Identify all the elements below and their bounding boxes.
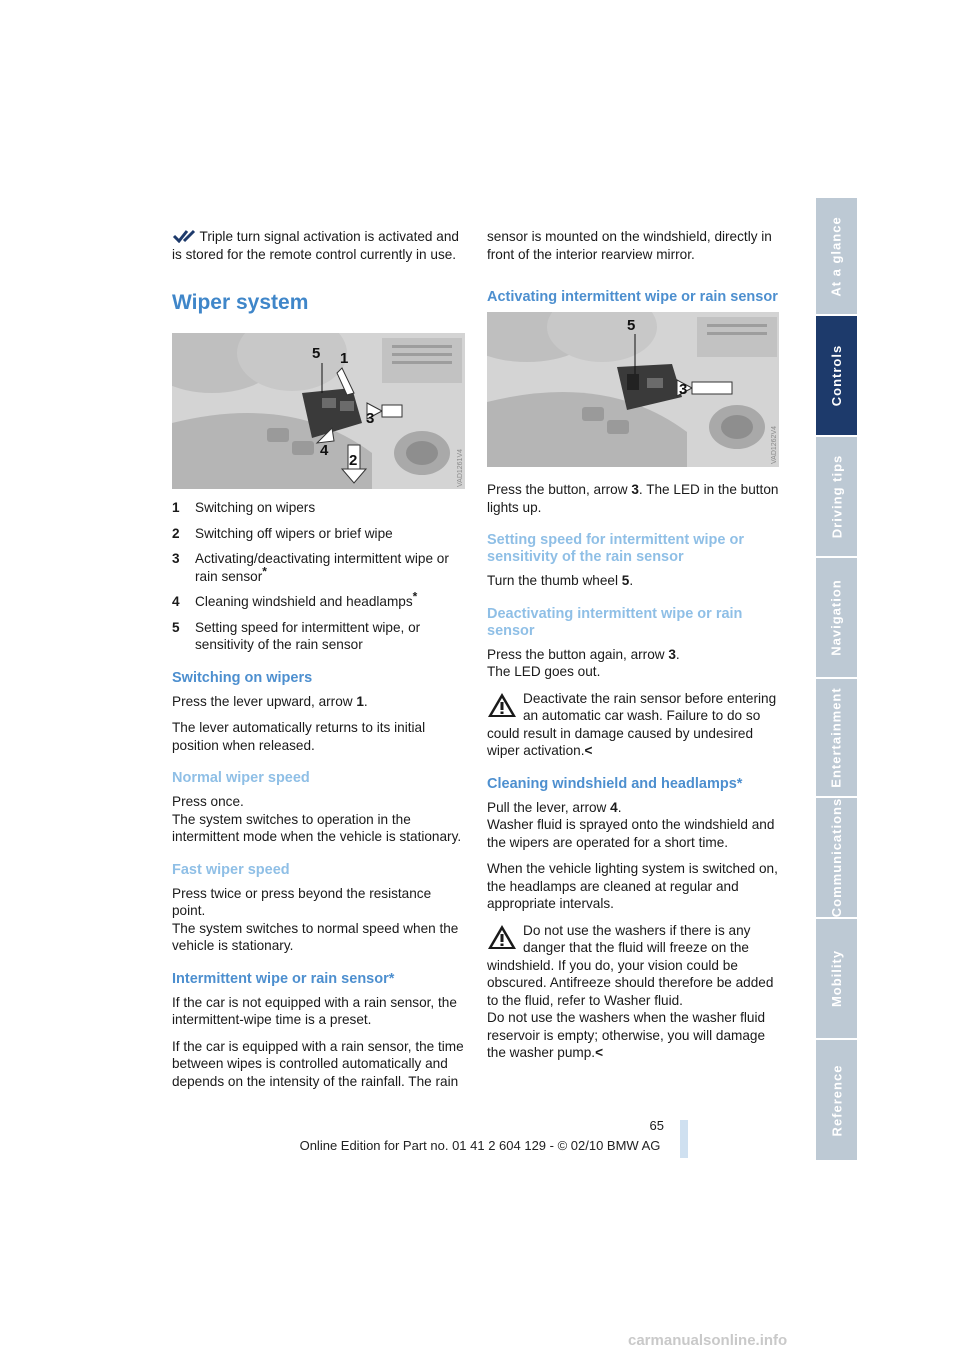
legend-item: 2 Switching off wipers or brief wipe: [172, 525, 393, 541]
callout-5: 5: [312, 345, 321, 362]
figure-legend: [172, 499, 465, 654]
paragraph: Washer fluid is sprayed onto the windshield and the wipers are operated for a short time.: [487, 817, 775, 850]
optional-star: *: [262, 563, 267, 578]
heading-fast-speed: Fast wiper speed: [172, 861, 290, 878]
legend-item: 3 Activating/deactivating intermittent wipe or rain sensor*: [172, 551, 449, 584]
callout-4: 4: [320, 442, 329, 459]
paragraph: The LED goes out.: [487, 664, 601, 679]
paragraph: If the car is not equipped with a rain sensor, the intermittent-wipe time is a preset.: [172, 994, 457, 1027]
callout-2: 2: [349, 452, 358, 469]
warning-paragraph: Do not use the washers if there is any danger that the fluid will freeze on the windshield. If you do, your vision could be obscured. Antifreeze should therefore be added to the fluid, refer to Washer fluid.: [487, 922, 774, 1008]
wiper-lever-figure: [172, 333, 465, 489]
warning-triangle-icon: [487, 924, 517, 950]
heading-switching-on: Switching on wipers: [172, 669, 313, 686]
side-tab-communications[interactable]: Communications: [816, 798, 857, 917]
paragraph: If the car is equipped with a rain sensor, the time between wipes is controlled automatically and depends on the intensity of the rainfall. The rain: [172, 1038, 464, 1089]
side-tab-driving-tips[interactable]: Driving tips: [816, 437, 857, 556]
right-column: [487, 228, 779, 1071]
callout-3: 3: [366, 410, 375, 427]
legend-item: 5 Setting speed for intermittent wipe, or sensitivity of the rain sensor: [172, 619, 421, 652]
paragraph: Press the button again, arrow 3.: [487, 646, 680, 662]
side-tab-entertainment[interactable]: Entertainment: [816, 679, 857, 796]
section-title: Wiper system: [172, 291, 309, 314]
page-number: 65: [649, 1118, 664, 1133]
paragraph: The system switches to operation in the intermittent mode when the vehicle is stationary.: [172, 811, 462, 844]
paragraph: The system switches to normal speed when the vehicle is stationary.: [172, 920, 459, 953]
legend-item: 4 Cleaning windshield and headlamps*: [172, 589, 418, 609]
heading-cleaning: Cleaning windshield and headlamps*: [487, 775, 743, 792]
legend-item: 1 Switching on wipers: [172, 500, 316, 515]
watermark: carmanualsonline.info: [628, 1332, 788, 1349]
heading-activating: Activating intermittent wipe or rain sensor: [487, 289, 778, 305]
thumb-wheel-illustration: [487, 312, 779, 467]
side-tab-controls[interactable]: Controls: [816, 316, 857, 435]
heading-intermittent: Intermittent wipe or rain sensor*: [172, 970, 395, 987]
figure-code: VAD1261V4: [457, 448, 464, 487]
wiper-lever-illustration: [172, 333, 465, 489]
heading-deactivating: Deactivating intermittent wipe or rain sensor: [487, 605, 743, 639]
thumb-wheel-figure: [487, 312, 779, 467]
paragraph: When the vehicle lighting system is switched on, the headlamps are cleaned at regular and appropriate intervals.: [487, 861, 778, 911]
side-tab-mobility[interactable]: Mobility: [816, 919, 857, 1038]
side-tab-at-a-glance[interactable]: At a glance: [816, 198, 857, 314]
optional-star: *: [412, 589, 418, 604]
warning-triangle-icon: [487, 692, 517, 718]
paragraph: Do not use the washers when the washer fluid reservoir is empty; otherwise, you will damage the washer pump.<: [487, 1010, 766, 1060]
callout-5: 5: [627, 317, 636, 334]
callout-1: 1: [340, 350, 349, 367]
left-column: [172, 228, 465, 1099]
warning-paragraph: Deactivate the rain sensor before entering an automatic car wash. Failure to do so could result in damage caused by undesired wiper activation.<: [487, 690, 777, 758]
paragraph: Pull the lever, arrow 4.: [487, 799, 622, 815]
paragraph: Press the lever upward, arrow 1.: [172, 693, 368, 709]
paragraph: sensor is mounted on the windshield, directly in front of the interior rearview mirror.: [487, 229, 772, 262]
checkmark-icon: [172, 229, 196, 243]
intro-paragraph: Triple turn signal activation is activated and is stored for the remote control currently in use.: [172, 229, 459, 262]
figure-code: VAD1262V4: [771, 425, 778, 464]
callout-3: 3: [679, 381, 688, 398]
paragraph: Press the button, arrow 3. The LED in the button lights up.: [487, 482, 779, 515]
paragraph: Turn the thumb wheel 5.: [487, 573, 634, 588]
paragraph: Press once.: [172, 794, 244, 809]
side-tab-reference[interactable]: Reference: [816, 1040, 857, 1160]
paragraph: The lever automatically returns to its initial position when released.: [172, 720, 426, 753]
heading-normal-speed: Normal wiper speed: [172, 770, 310, 786]
side-tab-navigation[interactable]: Navigation: [816, 558, 857, 677]
paragraph: Press twice or press beyond the resistance point.: [172, 885, 432, 918]
heading-setting-speed: Setting speed for intermittent wipe or sensitivity of the rain sensor: [487, 532, 744, 565]
footer-text: Online Edition for Part no. 01 41 2 604 129 - © 02/10 BMW AG: [299, 1138, 661, 1153]
